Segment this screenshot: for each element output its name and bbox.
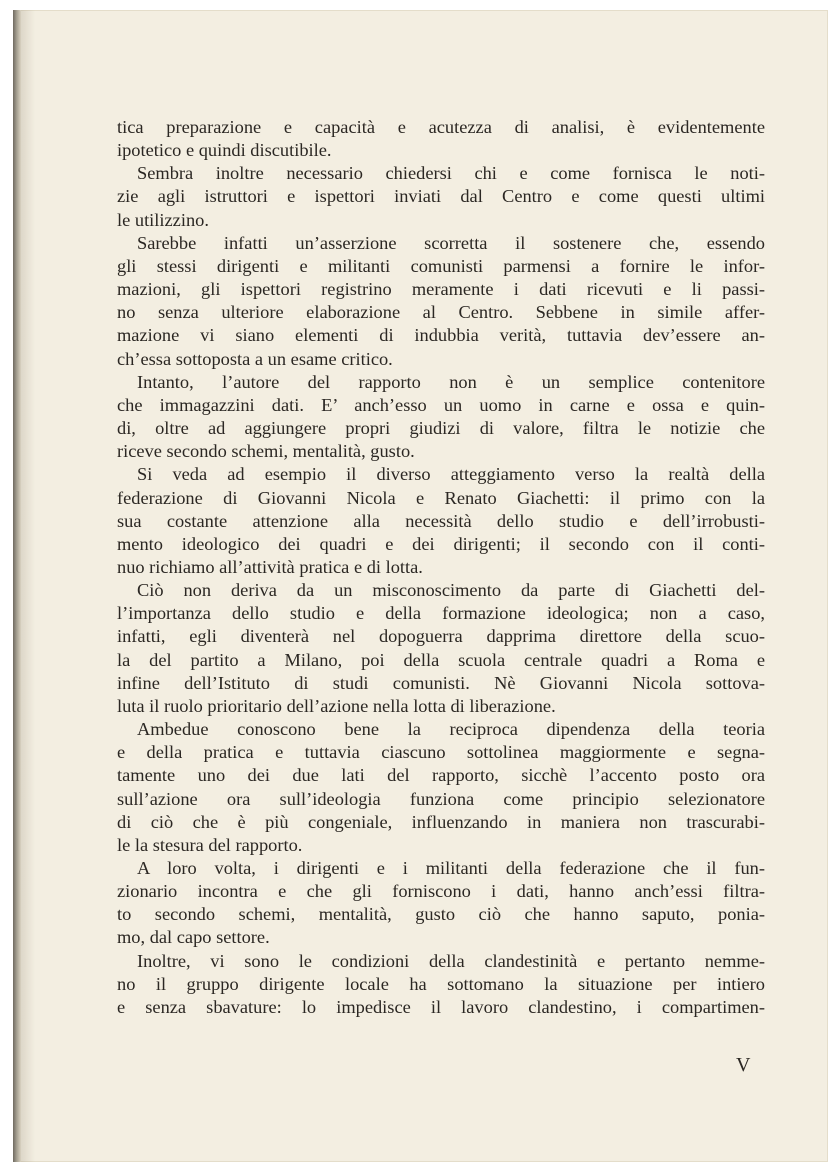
text-line: tamente uno dei due lati del rapporto, sicchè l’accento posto ora [117, 765, 765, 786]
text-line: sull’azione ora sull’ideologia funziona come principio selezionatore [117, 788, 765, 809]
text-line: sua costante attenzione alla necessità dello studio e dell’irrobusti- [117, 510, 765, 531]
text-line: Sembra inoltre necessario chiedersi chi e come fornisca le noti- [137, 163, 765, 184]
text-line: luta il ruolo prioritario dell’azione nella lotta di liberazione. [117, 695, 556, 716]
text-line: mazioni, gli ispettori registrino meramente i dati ricevuti e li passi- [117, 279, 765, 300]
text-line: Sarebbe infatti un’asserzione scorretta il sostenere che, essendo [137, 232, 765, 253]
text-line: di, oltre ad aggiungere propri giudizi di valore, filtra le notizie che [117, 418, 765, 439]
text-line: to secondo schemi, mentalità, gusto ciò che hanno saputo, ponia- [117, 904, 765, 925]
text-line: gli stessi dirigenti e militanti comunisti parmensi a fornire le infor- [117, 255, 765, 276]
text-line: l’importanza dello studio e della formazione ideologica; non a caso, [117, 603, 765, 624]
text-line: federazione di Giovanni Nicola e Renato Giachetti: il primo con la [117, 487, 765, 508]
text-line: infatti, egli diventerà nel dopoguerra dapprima direttore della scuo- [117, 626, 765, 647]
text-line: le utilizzino. [117, 209, 209, 230]
text-line: e della pratica e tuttavia ciascuno sottolinea maggiormente e segna- [117, 742, 765, 763]
body-text [117, 116, 765, 1019]
text-line: no senza ulteriore elaborazione al Centro. Sebbene in simile affer- [117, 302, 765, 323]
text-line: e senza sbavature: lo impedisce il lavoro clandestino, i compartimen- [117, 996, 765, 1017]
text-line: di ciò che è più congeniale, influenzando in maniera non trascurabi- [117, 811, 765, 832]
text-line: Ciò non deriva da un misconoscimento da parte di Giachetti del- [137, 580, 765, 601]
text-line: che immagazzini dati. E’ anch’esso un uomo in carne e ossa e quin- [117, 394, 765, 415]
text-line: Ambedue conoscono bene la reciproca dipendenza della teoria [137, 719, 765, 740]
page-binding-edge [13, 10, 21, 1162]
text-line: le la stesura del rapporto. [117, 834, 303, 855]
text-line: no il gruppo dirigente locale ha sottomano la situazione per intiero [117, 973, 765, 994]
text-line: zionario incontra e che gli forniscono i dati, hanno anch’essi filtra- [117, 881, 765, 902]
text-line: zie agli istruttori e ispettori inviati dal Centro e come questi ultimi [117, 186, 765, 207]
text-line: Si veda ad esempio il diverso atteggiamento verso la realtà della [137, 464, 765, 485]
text-line: nuo richiamo all’attività pratica e di lotta. [117, 556, 423, 577]
text-line: A loro volta, i dirigenti e i militanti della federazione che il fun- [137, 858, 765, 878]
text-line: la del partito a Milano, poi della scuola centrale quadri a Roma e [117, 649, 765, 670]
text-line: mento ideologico dei quadri e dei dirigenti; il secondo con il conti- [117, 533, 765, 554]
text-line: infine dell’Istituto di studi comunisti. Nè Giovanni Nicola sottova- [117, 672, 765, 693]
text-line: tica preparazione e capacità e acutezza di analisi, è evidentemente [117, 117, 765, 137]
text-line: riceve secondo schemi, mentalità, gusto. [117, 441, 415, 462]
text-line: ipotetico e quindi discutibile. [117, 140, 332, 161]
page-number: V [736, 1054, 751, 1076]
text-line: Inoltre, vi sono le condizioni della clandestinità e pertanto nemme- [137, 950, 765, 971]
book-page [13, 10, 828, 1162]
spine-shadow [21, 10, 35, 1162]
text-line: Intanto, l’autore del rapporto non è un semplice contenitore [137, 371, 765, 392]
text-line: mazione vi siano elementi di indubbia verità, tuttavia dev’essere an- [117, 325, 765, 346]
text-line: ch’essa sottoposta a un esame critico. [117, 348, 393, 369]
text-line: mo, dal capo settore. [117, 927, 270, 948]
